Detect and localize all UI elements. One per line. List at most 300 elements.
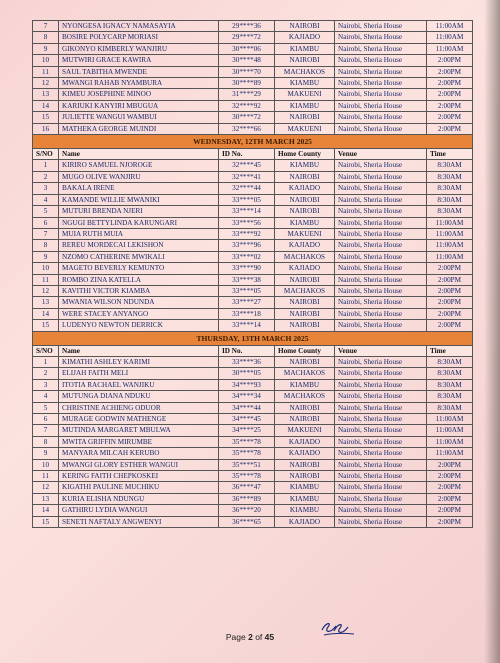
table-row (33, 240, 473, 251)
venue-cell: Nairobi, Sheria House (335, 206, 427, 217)
table-row (33, 285, 473, 296)
county-cell: MAKUENI (275, 89, 335, 100)
id-cell: 34****44 (219, 402, 275, 413)
name-cell: REREU MORDECAI LEKISHON (59, 240, 219, 251)
venue-cell: Nairobi, Sheria House (335, 505, 427, 516)
name-cell: MUTUNGA DIANA NDUKU (59, 391, 219, 402)
id-cell: 35****78 (219, 436, 275, 447)
table-row (33, 171, 473, 182)
column-header-id: ID No. (219, 345, 275, 356)
venue-cell: Nairobi, Sheria House (335, 274, 427, 285)
county-cell: MACHAKOS (275, 285, 335, 296)
id-cell: 34****93 (219, 379, 275, 390)
table-row (33, 482, 473, 493)
sno-cell: 7 (33, 228, 59, 239)
table-row (33, 160, 473, 171)
id-cell: 33****27 (219, 297, 275, 308)
id-cell: 32****44 (219, 183, 275, 194)
table-row (33, 505, 473, 516)
table-row (33, 414, 473, 425)
time-cell: 8:30AM (427, 206, 473, 217)
name-cell: KIRIRO SAMUEL NJOROGE (59, 160, 219, 171)
day-header-band (33, 135, 473, 149)
venue-cell: Nairobi, Sheria House (335, 414, 427, 425)
sno-cell: 11 (33, 471, 59, 482)
id-cell: 33****05 (219, 285, 275, 296)
name-cell: SAUL TABITHA MWENDE (59, 66, 219, 77)
time-cell: 2:00PM (427, 320, 473, 331)
county-cell: NAIROBI (275, 21, 335, 32)
column-header-time: Time (427, 149, 473, 160)
county-cell: NAIROBI (275, 414, 335, 425)
time-cell: 8:30AM (427, 402, 473, 413)
county-cell: KAJIADO (275, 263, 335, 274)
id-cell: 36****65 (219, 516, 275, 527)
time-cell: 2:00PM (427, 78, 473, 89)
footer-mid: of (252, 632, 265, 642)
name-cell: KAMANDE WILLIE MWANIKI (59, 194, 219, 205)
id-cell: 33****38 (219, 274, 275, 285)
county-cell: NAIROBI (275, 459, 335, 470)
county-cell: KAJIADO (275, 436, 335, 447)
table-row (33, 55, 473, 66)
venue-cell: Nairobi, Sheria House (335, 183, 427, 194)
table-row (33, 217, 473, 228)
county-cell: KIAMBU (275, 100, 335, 111)
name-cell: MUGO OLIVE WANJIRU (59, 171, 219, 182)
id-cell: 30****06 (219, 43, 275, 54)
id-cell: 33****05 (219, 194, 275, 205)
name-cell: GIKONYO KIMBERLY WANJIRU (59, 43, 219, 54)
id-cell: 33****90 (219, 263, 275, 274)
sno-cell: 4 (33, 391, 59, 402)
table-row (33, 100, 473, 111)
table-row (33, 425, 473, 436)
id-cell: 36****47 (219, 482, 275, 493)
column-header-venue: Venue (335, 149, 427, 160)
id-cell: 33****36 (219, 356, 275, 367)
county-cell: NAIROBI (275, 356, 335, 367)
venue-cell: Nairobi, Sheria House (335, 297, 427, 308)
sno-cell: 9 (33, 448, 59, 459)
sno-cell: 2 (33, 171, 59, 182)
table-row (33, 320, 473, 331)
name-cell: MUTURI BRENDA NJERI (59, 206, 219, 217)
county-cell: KAJIADO (275, 516, 335, 527)
sno-cell: 5 (33, 402, 59, 413)
sno-cell: 5 (33, 206, 59, 217)
time-cell: 8:30AM (427, 183, 473, 194)
county-cell: KIAMBU (275, 493, 335, 504)
time-cell: 11:00AM (427, 414, 473, 425)
table-row (33, 251, 473, 262)
sno-cell: 7 (33, 425, 59, 436)
venue-cell: Nairobi, Sheria House (335, 436, 427, 447)
day-header: WEDNESDAY, 12TH MARCH 2025 (33, 135, 473, 149)
name-cell: MAGETO BEVERLY KEMUNTO (59, 263, 219, 274)
sno-cell: 15 (33, 320, 59, 331)
name-cell: KIGATHI PAULINE MUCHIKU (59, 482, 219, 493)
venue-cell: Nairobi, Sheria House (335, 160, 427, 171)
name-cell: MWITA GRIFFIN MIRUMBE (59, 436, 219, 447)
sno-cell: 1 (33, 160, 59, 171)
time-cell: 2:00PM (427, 55, 473, 66)
time-cell: 2:00PM (427, 482, 473, 493)
id-cell: 32****41 (219, 171, 275, 182)
column-header-county: Home County (275, 149, 335, 160)
time-cell: 2:00PM (427, 516, 473, 527)
id-cell: 30****05 (219, 368, 275, 379)
venue-cell: Nairobi, Sheria House (335, 171, 427, 182)
county-cell: KAJIADO (275, 183, 335, 194)
venue-cell: Nairobi, Sheria House (335, 89, 427, 100)
name-cell: KAVITHI VICTOR KIAMBA (59, 285, 219, 296)
sno-cell: 7 (33, 21, 59, 32)
county-cell: NAIROBI (275, 320, 335, 331)
id-cell: 35****78 (219, 448, 275, 459)
sno-cell: 8 (33, 240, 59, 251)
venue-cell: Nairobi, Sheria House (335, 320, 427, 331)
county-cell: MAKUENI (275, 425, 335, 436)
table-row (33, 516, 473, 527)
time-cell: 2:00PM (427, 505, 473, 516)
county-cell: NAIROBI (275, 171, 335, 182)
time-cell: 2:00PM (427, 100, 473, 111)
county-cell: MACHAKOS (275, 368, 335, 379)
sno-cell: 3 (33, 183, 59, 194)
id-cell: 33****92 (219, 228, 275, 239)
county-cell: KIAMBU (275, 505, 335, 516)
name-cell: ITOTIA RACHAEL WANJIKU (59, 379, 219, 390)
time-cell: 2:00PM (427, 66, 473, 77)
table-row (33, 448, 473, 459)
id-cell: 34****34 (219, 391, 275, 402)
time-cell: 11:00AM (427, 240, 473, 251)
county-cell: NAIROBI (275, 402, 335, 413)
id-cell: 33****18 (219, 308, 275, 319)
sno-cell: 13 (33, 297, 59, 308)
table-row (33, 112, 473, 123)
venue-cell: Nairobi, Sheria House (335, 471, 427, 482)
sno-cell: 14 (33, 308, 59, 319)
id-cell: 30****72 (219, 112, 275, 123)
sno-cell: 10 (33, 55, 59, 66)
id-cell: 35****78 (219, 471, 275, 482)
sno-cell: 4 (33, 194, 59, 205)
sno-cell: 10 (33, 263, 59, 274)
sno-cell: 3 (33, 379, 59, 390)
name-cell: NZOMO CATHERINE MWIKALI (59, 251, 219, 262)
name-cell: MATHEKA GEORGE MUINDI (59, 123, 219, 134)
time-cell: 8:30AM (427, 391, 473, 402)
footer-prefix: Page (225, 632, 249, 642)
table-row (33, 183, 473, 194)
name-cell: BOSIRE POLYCARP MORIASI (59, 32, 219, 43)
name-cell: MWANGI RAHAB NYAMBURA (59, 78, 219, 89)
county-cell: MAKUENI (275, 228, 335, 239)
id-cell: 32****45 (219, 160, 275, 171)
county-cell: NAIROBI (275, 297, 335, 308)
column-header-time: Time (427, 345, 473, 356)
county-cell: KIAMBU (275, 78, 335, 89)
name-cell: CHRISTINE ACHIENG ODUOR (59, 402, 219, 413)
table-row (33, 368, 473, 379)
day-header: THURSDAY, 13TH MARCH 2025 (33, 331, 473, 345)
sno-cell: 14 (33, 100, 59, 111)
schedule-table-body (33, 21, 473, 528)
table-row (33, 459, 473, 470)
table-row (33, 436, 473, 447)
name-cell: ELIJAH FAITH MELI (59, 368, 219, 379)
id-cell: 31****29 (219, 89, 275, 100)
venue-cell: Nairobi, Sheria House (335, 425, 427, 436)
time-cell: 8:30AM (427, 160, 473, 171)
schedule-table (32, 20, 473, 528)
column-header-id: ID No. (219, 149, 275, 160)
column-header-row (33, 345, 473, 356)
venue-cell: Nairobi, Sheria House (335, 66, 427, 77)
venue-cell: Nairobi, Sheria House (335, 368, 427, 379)
id-cell: 36****20 (219, 505, 275, 516)
sno-cell: 11 (33, 274, 59, 285)
sno-cell: 8 (33, 32, 59, 43)
id-cell: 29****72 (219, 32, 275, 43)
venue-cell: Nairobi, Sheria House (335, 308, 427, 319)
column-header-sno: S/NO (33, 149, 59, 160)
sno-cell: 10 (33, 459, 59, 470)
venue-cell: Nairobi, Sheria House (335, 194, 427, 205)
time-cell: 2:00PM (427, 89, 473, 100)
venue-cell: Nairobi, Sheria House (335, 379, 427, 390)
id-cell: 30****48 (219, 55, 275, 66)
day-header-band (33, 331, 473, 345)
name-cell: KIMATHI ASHLEY KARIMI (59, 356, 219, 367)
name-cell: NGUGI BETTYLINDA KARUNGARI (59, 217, 219, 228)
venue-cell: Nairobi, Sheria House (335, 78, 427, 89)
venue-cell: Nairobi, Sheria House (335, 217, 427, 228)
time-cell: 2:00PM (427, 274, 473, 285)
sno-cell: 1 (33, 356, 59, 367)
venue-cell: Nairobi, Sheria House (335, 251, 427, 262)
county-cell: KIAMBU (275, 482, 335, 493)
time-cell: 2:00PM (427, 493, 473, 504)
time-cell: 11:00AM (427, 32, 473, 43)
venue-cell: Nairobi, Sheria House (335, 482, 427, 493)
column-header-name: Name (59, 345, 219, 356)
sno-cell: 2 (33, 368, 59, 379)
column-header-name: Name (59, 149, 219, 160)
id-cell: 33****02 (219, 251, 275, 262)
name-cell: MUTWIRI GRACE KAWIRA (59, 55, 219, 66)
table-row (33, 471, 473, 482)
table-row (33, 194, 473, 205)
name-cell: LUDENYO NEWTON DERRICK (59, 320, 219, 331)
time-cell: 11:00AM (427, 217, 473, 228)
venue-cell: Nairobi, Sheria House (335, 55, 427, 66)
id-cell: 32****92 (219, 100, 275, 111)
name-cell: MWANIA WILSON NDUNDA (59, 297, 219, 308)
venue-cell: Nairobi, Sheria House (335, 402, 427, 413)
id-cell: 33****96 (219, 240, 275, 251)
table-row (33, 379, 473, 390)
venue-cell: Nairobi, Sheria House (335, 263, 427, 274)
sno-cell: 13 (33, 493, 59, 504)
name-cell: MURAGE GODWIN MATHENGE (59, 414, 219, 425)
county-cell: NAIROBI (275, 274, 335, 285)
venue-cell: Nairobi, Sheria House (335, 516, 427, 527)
time-cell: 2:00PM (427, 308, 473, 319)
sno-cell: 9 (33, 43, 59, 54)
table-row (33, 263, 473, 274)
name-cell: SENETI NAFTALY ANGWENYI (59, 516, 219, 527)
id-cell: 29****36 (219, 21, 275, 32)
venue-cell: Nairobi, Sheria House (335, 43, 427, 54)
venue-cell: Nairobi, Sheria House (335, 228, 427, 239)
schedule-sheet (32, 20, 472, 528)
id-cell: 33****56 (219, 217, 275, 228)
venue-cell: Nairobi, Sheria House (335, 240, 427, 251)
table-row (33, 78, 473, 89)
county-cell: NAIROBI (275, 112, 335, 123)
sno-cell: 12 (33, 78, 59, 89)
county-cell: NAIROBI (275, 194, 335, 205)
name-cell: MUTINDA MARGARET MBULWA (59, 425, 219, 436)
county-cell: KIAMBU (275, 379, 335, 390)
time-cell: 8:30AM (427, 356, 473, 367)
name-cell: NYONGESA IGNACY NAMASAYIA (59, 21, 219, 32)
time-cell: 2:00PM (427, 471, 473, 482)
table-row (33, 32, 473, 43)
sno-cell: 9 (33, 251, 59, 262)
time-cell: 11:00AM (427, 228, 473, 239)
name-cell: BAKALA IRENE (59, 183, 219, 194)
county-cell: KAJIADO (275, 32, 335, 43)
name-cell: ROMBO ZINA KATELLA (59, 274, 219, 285)
venue-cell: Nairobi, Sheria House (335, 448, 427, 459)
id-cell: 36****89 (219, 493, 275, 504)
column-header-county: Home County (275, 345, 335, 356)
table-row (33, 493, 473, 504)
footer-total: 45 (264, 632, 275, 642)
id-cell: 32****66 (219, 123, 275, 134)
time-cell: 2:00PM (427, 112, 473, 123)
venue-cell: Nairobi, Sheria House (335, 100, 427, 111)
table-row (33, 308, 473, 319)
time-cell: 8:30AM (427, 171, 473, 182)
id-cell: 34****45 (219, 414, 275, 425)
name-cell: MWANGI GLORY ESTHER WANGUI (59, 459, 219, 470)
table-row (33, 21, 473, 32)
time-cell: 8:30AM (427, 194, 473, 205)
sno-cell: 6 (33, 217, 59, 228)
table-row (33, 228, 473, 239)
name-cell: KARIUKI KANYIRI MBUGUA (59, 100, 219, 111)
time-cell: 2:00PM (427, 459, 473, 470)
id-cell: 33****14 (219, 320, 275, 331)
sno-cell: 15 (33, 112, 59, 123)
name-cell: JULIETTE WANGUI WAMBUI (59, 112, 219, 123)
sno-cell: 15 (33, 516, 59, 527)
county-cell: NAIROBI (275, 206, 335, 217)
name-cell: MUIA RUTH MUIA (59, 228, 219, 239)
county-cell: NAIROBI (275, 471, 335, 482)
county-cell: KIAMBU (275, 160, 335, 171)
sno-cell: 6 (33, 414, 59, 425)
time-cell: 2:00PM (427, 285, 473, 296)
county-cell: KAJIADO (275, 448, 335, 459)
county-cell: NAIROBI (275, 308, 335, 319)
venue-cell: Nairobi, Sheria House (335, 112, 427, 123)
sno-cell: 11 (33, 66, 59, 77)
table-row (33, 356, 473, 367)
sno-cell: 12 (33, 482, 59, 493)
time-cell: 11:00AM (427, 448, 473, 459)
venue-cell: Nairobi, Sheria House (335, 32, 427, 43)
venue-cell: Nairobi, Sheria House (335, 123, 427, 134)
column-header-venue: Venue (335, 345, 427, 356)
table-row (33, 206, 473, 217)
id-cell: 30****89 (219, 78, 275, 89)
name-cell: GATHIRU LYDIA WANGUI (59, 505, 219, 516)
time-cell: 11:00AM (427, 21, 473, 32)
time-cell: 11:00AM (427, 251, 473, 262)
time-cell: 11:00AM (427, 425, 473, 436)
sno-cell: 16 (33, 123, 59, 134)
sno-cell: 13 (33, 89, 59, 100)
id-cell: 35****51 (219, 459, 275, 470)
county-cell: MACHAKOS (275, 251, 335, 262)
table-row (33, 123, 473, 134)
time-cell: 2:00PM (427, 263, 473, 274)
table-row (33, 391, 473, 402)
sno-cell: 12 (33, 285, 59, 296)
name-cell: MANYARA MILCAH KERUBO (59, 448, 219, 459)
sno-cell: 14 (33, 505, 59, 516)
county-cell: KIAMBU (275, 217, 335, 228)
county-cell: MACHAKOS (275, 391, 335, 402)
time-cell: 11:00AM (427, 436, 473, 447)
venue-cell: Nairobi, Sheria House (335, 459, 427, 470)
table-row (33, 297, 473, 308)
county-cell: NAIROBI (275, 55, 335, 66)
id-cell: 33****14 (219, 206, 275, 217)
time-cell: 11:00AM (427, 43, 473, 54)
venue-cell: Nairobi, Sheria House (335, 356, 427, 367)
venue-cell: Nairobi, Sheria House (335, 391, 427, 402)
name-cell: KERING FAITH CHEPKOSKEI (59, 471, 219, 482)
table-row (33, 274, 473, 285)
time-cell: 2:00PM (427, 297, 473, 308)
id-cell: 30****70 (219, 66, 275, 77)
time-cell: 8:30AM (427, 379, 473, 390)
name-cell: WERE STACEY ANYANGO (59, 308, 219, 319)
table-row (33, 43, 473, 54)
column-header-sno: S/NO (33, 345, 59, 356)
time-cell: 8:30AM (427, 368, 473, 379)
sno-cell: 8 (33, 436, 59, 447)
venue-cell: Nairobi, Sheria House (335, 285, 427, 296)
county-cell: KAJIADO (275, 240, 335, 251)
venue-cell: Nairobi, Sheria House (335, 21, 427, 32)
time-cell: 2:00PM (427, 123, 473, 134)
footer-page: 2 (248, 632, 253, 642)
county-cell: MACHAKOS (275, 66, 335, 77)
table-row (33, 89, 473, 100)
venue-cell: Nairobi, Sheria House (335, 493, 427, 504)
column-header-row (33, 149, 473, 160)
table-row (33, 66, 473, 77)
county-cell: KIAMBU (275, 43, 335, 54)
